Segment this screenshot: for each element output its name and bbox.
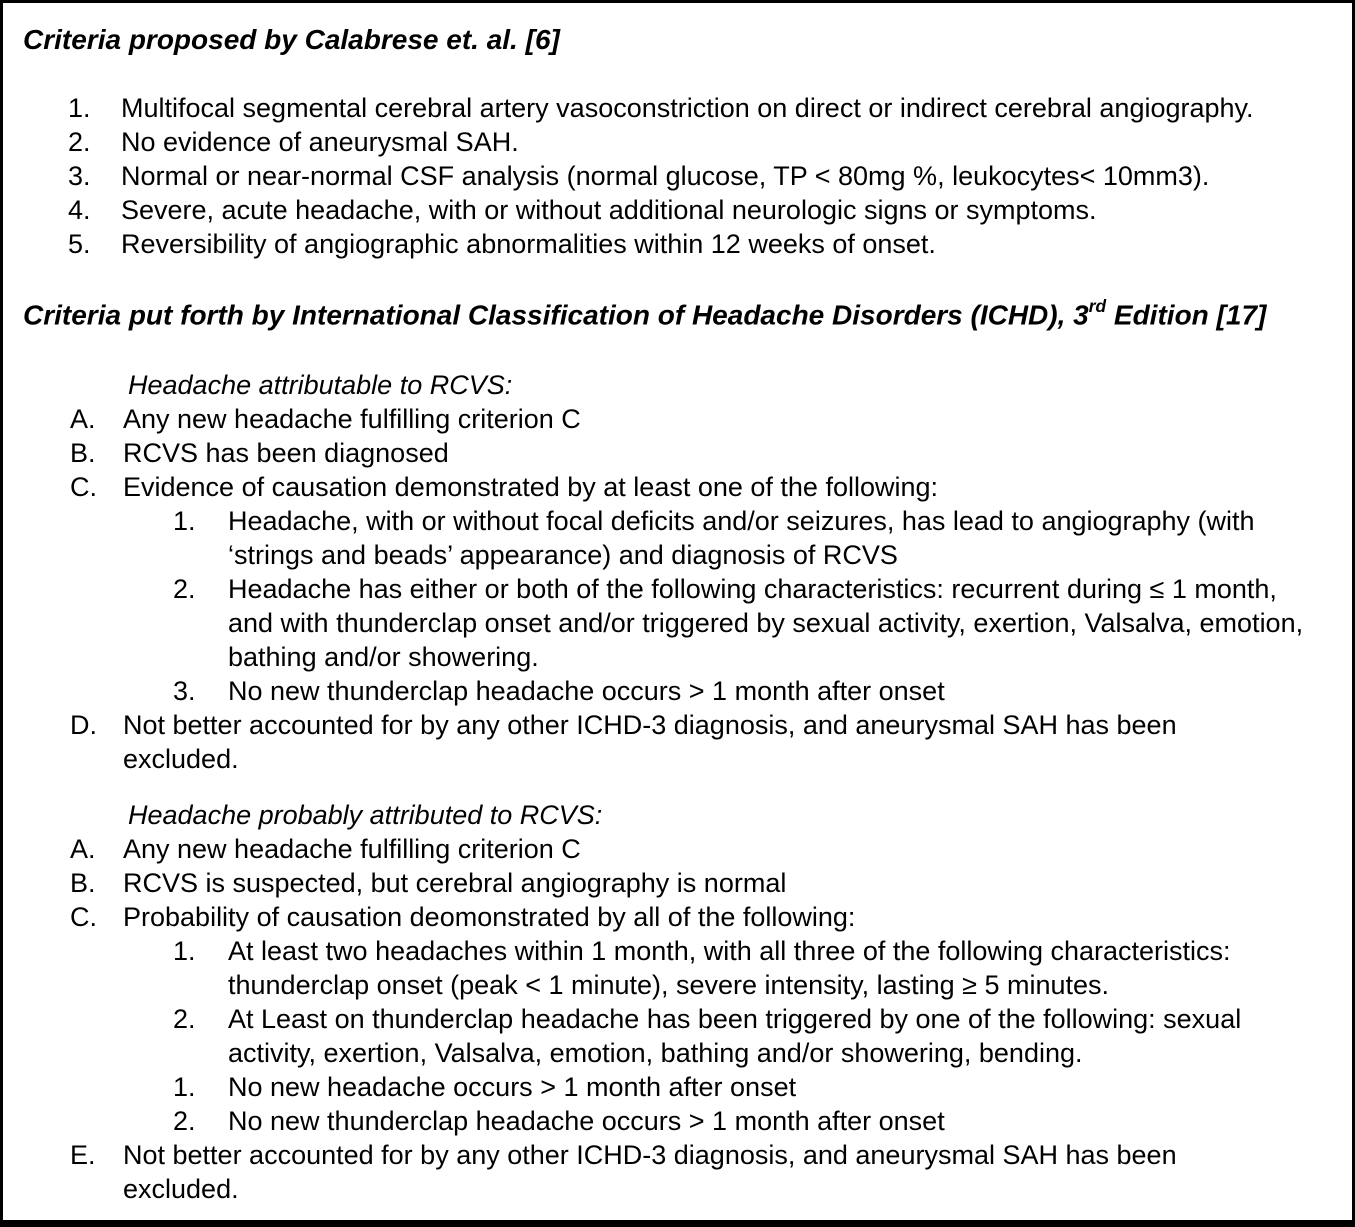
list-item	[173, 1104, 1334, 1138]
list-marker: C.	[70, 472, 97, 503]
list-marker: B.	[70, 868, 96, 899]
list-item-text: No evidence of aneurysmal SAH.	[121, 127, 519, 157]
calabrese-section-heading: Criteria proposed by Calabrese et. al. [6]	[23, 24, 560, 55]
list-item-text: Headache, with or without focal deficits and/or seizures, has lead to angiography (with ‘strings and beads’ appearance) and diagnosis of RCVS	[228, 506, 1255, 571]
list-item	[68, 91, 1334, 125]
list-item	[173, 572, 1334, 674]
probable-subheading: Headache probably attributed to RCVS:	[128, 800, 603, 831]
list-marker: 2.	[68, 127, 91, 157]
list-item-text: RCVS has been diagnosed	[123, 438, 449, 469]
list-item-text: Not better accounted for by any other ICHD-3 diagnosis, and aneurysmal SAH has been excluded.	[123, 1140, 1177, 1205]
list-marker: 3.	[68, 161, 91, 191]
list-item-text: Any new headache fulfilling criterion C	[123, 404, 581, 435]
list-marker: 1.	[68, 93, 91, 123]
list-item-text: RCVS is suspected, but cerebral angiography is normal	[123, 868, 787, 899]
list-marker: 1.	[173, 936, 196, 967]
list-item-text: Severe, acute headache, with or without additional neurologic signs or symptoms.	[121, 195, 1097, 225]
list-item	[70, 436, 1334, 470]
list-item	[68, 193, 1334, 227]
list-item-text: Multifocal segmental cerebral artery vasoconstriction on direct or indirect cerebral angiography.	[121, 93, 1254, 123]
list-marker: 2.	[173, 1004, 196, 1035]
list-item-text: No new headache occurs > 1 month after onset	[228, 1072, 797, 1103]
list-item	[70, 866, 1334, 900]
list-item	[70, 708, 1334, 776]
attributable-subheading: Headache attributable to RCVS:	[128, 370, 513, 401]
list-item-text: Reversibility of angiographic abnormalities within 12 weeks of onset.	[121, 229, 936, 259]
list-marker: 1.	[173, 506, 196, 537]
list-item-text: No new thunderclap headache occurs > 1 month after onset	[228, 1106, 945, 1137]
list-item-text: No new thunderclap headache occurs > 1 month after onset	[228, 676, 945, 707]
list-item-text: Not better accounted for by any other ICHD-3 diagnosis, and aneurysmal SAH has been excluded.	[123, 710, 1177, 775]
ichd-heading-superscript: rd	[1088, 296, 1107, 316]
list-item-text: At least two headaches within 1 month, with all three of the following characteristics: thunderclap onset (peak < 1 minute), severe intensity, lasting ≥ 5 minutes.	[228, 936, 1231, 1001]
list-item	[173, 1070, 1334, 1104]
list-item	[173, 674, 1334, 708]
list-marker: C.	[70, 902, 97, 933]
list-item	[68, 227, 1334, 261]
list-item	[70, 402, 1334, 436]
list-item	[70, 832, 1334, 866]
list-marker: E.	[70, 1140, 96, 1171]
list-item	[70, 470, 1334, 504]
list-marker: 5.	[68, 229, 91, 259]
list-item	[173, 1002, 1334, 1070]
ichd-heading-main: Criteria put forth by International Classification of Headache Disorders (ICHD), 3	[23, 299, 1089, 331]
list-item-text: At Least on thunderclap headache has been triggered by one of the following: sexual activity, exertion, Valsalva, emotion, bathing and/or showering, bending.	[228, 1004, 1242, 1069]
list-marker: D.	[70, 710, 97, 741]
list-item	[68, 125, 1334, 159]
probable-criteria-list	[23, 832, 1334, 1206]
list-item-text: Normal or near-normal CSF analysis (normal glucose, TP < 80mg %, leukocytes< 10mm3).	[121, 161, 1210, 191]
list-marker: B.	[70, 438, 96, 469]
list-marker: 2.	[173, 1106, 196, 1137]
list-item-text: Any new headache fulfilling criterion C	[123, 834, 581, 865]
attributable-criteria-list	[23, 402, 1334, 776]
list-item	[68, 159, 1334, 193]
list-item-text: Evidence of causation demonstrated by at least one of the following:	[123, 472, 939, 503]
calabrese-criteria-list	[23, 91, 1334, 261]
list-marker: A.	[70, 404, 96, 435]
list-marker: 4.	[68, 195, 91, 225]
list-item-text: Probability of causation deomonstrated by all of the following:	[123, 902, 856, 933]
list-item	[70, 1138, 1334, 1206]
list-marker: 2.	[173, 574, 196, 605]
list-item	[70, 900, 1334, 934]
list-marker: A.	[70, 834, 96, 865]
list-marker: 1.	[173, 1072, 196, 1103]
list-item-text: Headache has either or both of the following characteristics: recurrent during ≤ 1 month, and with thunderclap onset and/or triggered by sexual activity, exertion, Valsalva, emotion, bathing and/or showering.	[228, 574, 1304, 673]
list-marker: 3.	[173, 676, 196, 707]
ichd-section-heading	[23, 291, 1334, 332]
list-item	[173, 934, 1334, 1002]
list-item	[173, 504, 1334, 572]
ichd-heading-tail: Edition [17]	[1106, 299, 1267, 331]
